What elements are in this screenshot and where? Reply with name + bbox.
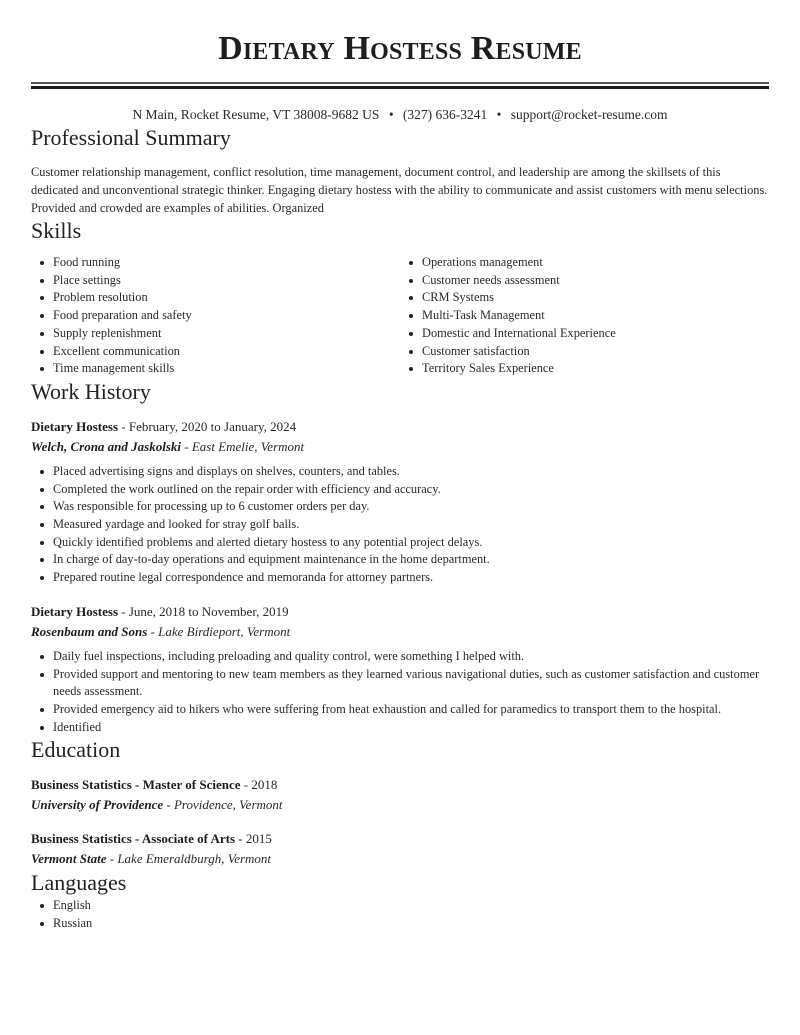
degree-line bbox=[31, 775, 769, 795]
job-duty: Daily fuel inspections, including preloading and quality control, were something I helped with. bbox=[53, 648, 769, 666]
education-entry bbox=[31, 829, 769, 869]
job-duties-list bbox=[31, 463, 769, 587]
skill-item: Problem resolution bbox=[53, 289, 400, 307]
job-location: - Lake Birdieport, Vermont bbox=[147, 623, 291, 639]
skill-item: Food running bbox=[53, 254, 400, 272]
degree-line bbox=[31, 829, 769, 849]
job-title-line bbox=[31, 417, 769, 437]
language-item: English bbox=[53, 897, 769, 915]
job-dates: - June, 2018 to November, 2019 bbox=[118, 603, 289, 619]
job-entry bbox=[31, 417, 769, 587]
school-location: - Lake Emeraldburgh, Vermont bbox=[106, 851, 272, 867]
job-duties-list bbox=[31, 648, 769, 737]
degree: Business Statistics - Master of Science bbox=[31, 777, 241, 793]
job-duty: Identified bbox=[53, 719, 769, 737]
graduation-year: - 2015 bbox=[235, 831, 272, 847]
job-title-line bbox=[31, 602, 769, 622]
job-duty: Was responsible for processing up to 6 customer orders per day. bbox=[53, 498, 769, 516]
skill-item: Supply replenishment bbox=[53, 325, 400, 343]
section-heading-education: Education bbox=[31, 737, 121, 763]
job-location: - East Emelie, Vermont bbox=[181, 438, 305, 454]
skill-item: Excellent communication bbox=[53, 343, 400, 361]
job-company: Rosenbaum and Sons bbox=[31, 623, 148, 639]
section-heading-summary: Professional Summary bbox=[31, 125, 231, 150]
bullet-separator-icon: • bbox=[496, 107, 502, 122]
skills-column-right bbox=[400, 254, 769, 378]
school-location: - Providence, Vermont bbox=[163, 797, 283, 813]
skill-item: Domestic and International Experience bbox=[422, 325, 769, 343]
school-line bbox=[31, 795, 769, 815]
degree: Business Statistics - Associate of Arts bbox=[31, 831, 236, 847]
header-divider bbox=[31, 82, 769, 89]
school-line bbox=[31, 849, 769, 869]
skills-list bbox=[31, 254, 769, 378]
skills-column-left bbox=[31, 254, 400, 378]
contact-email: support@rocket-resume.com bbox=[510, 107, 668, 122]
skill-item: Place settings bbox=[53, 272, 400, 290]
job-duty: Provided emergency aid to hikers who were suffering from heat exhaustion and called for paramedics to transport them to the hospital. bbox=[53, 701, 769, 719]
job-duty: In charge of day-to-day operations and equipment maintenance in the home department. bbox=[53, 551, 769, 569]
job-title: Dietary Hostess bbox=[31, 418, 119, 434]
job-entry bbox=[31, 602, 769, 737]
job-duty: Completed the work outlined on the repair order with efficiency and accuracy. bbox=[53, 481, 769, 499]
job-company: Welch, Crona and Jaskolski bbox=[31, 438, 182, 454]
skill-item: Multi-Task Management bbox=[422, 307, 769, 325]
section-heading-skills: Skills bbox=[31, 218, 82, 243]
summary-text: Customer relationship management, conflict resolution, time management, document control, and leadership are among the skillsets of this dedicated and unconventional strategic thinker. Engaging dietary hostess with the ability to communicate and assist customers with menu selections. Provided and crowded are examples of abilities. Organized bbox=[31, 165, 768, 215]
job-dates: - February, 2020 to January, 2024 bbox=[118, 418, 297, 434]
job-company-line bbox=[31, 437, 769, 457]
contact-phone: (327) 636-3241 bbox=[402, 107, 488, 122]
school-name: Vermont State bbox=[31, 851, 107, 867]
job-company-line bbox=[31, 622, 769, 642]
job-duty: Measured yardage and looked for stray golf balls. bbox=[53, 516, 769, 534]
skill-item: Operations management bbox=[422, 254, 769, 272]
job-duty: Prepared routine legal correspondence and memoranda for attorney partners. bbox=[53, 569, 769, 587]
skill-item: Food preparation and safety bbox=[53, 307, 400, 325]
contact-address: N Main, Rocket Resume, VT 38008-9682 US bbox=[132, 107, 380, 122]
job-duty: Provided support and mentoring to new team members as they learned various navigational duties, such as customer satisfaction and customer needs assessment. bbox=[53, 666, 769, 701]
education-entry bbox=[31, 775, 769, 815]
job-duty: Placed advertising signs and displays on shelves, counters, and tables. bbox=[53, 463, 769, 481]
graduation-year: - 2018 bbox=[240, 777, 278, 793]
languages-list bbox=[31, 897, 769, 932]
skill-item: Customer needs assessment bbox=[422, 272, 769, 290]
section-heading-languages: Languages bbox=[31, 870, 127, 896]
skill-item: CRM Systems bbox=[422, 289, 769, 307]
language-item: Russian bbox=[53, 915, 769, 933]
skill-item: Territory Sales Experience bbox=[422, 360, 769, 378]
bullet-separator-icon: • bbox=[388, 107, 394, 122]
job-title: Dietary Hostess bbox=[31, 603, 119, 619]
skill-item: Customer satisfaction bbox=[422, 343, 769, 361]
section-heading-work-history: Work History bbox=[31, 378, 151, 404]
skill-item: Time management skills bbox=[53, 360, 400, 378]
resume-title: Dietary Hostess Resume bbox=[218, 30, 582, 67]
contact-line bbox=[31, 106, 769, 124]
job-duty: Quickly identified problems and alerted dietary hostess to any potential project delays. bbox=[53, 534, 769, 552]
school-name: University of Providence bbox=[31, 797, 164, 813]
